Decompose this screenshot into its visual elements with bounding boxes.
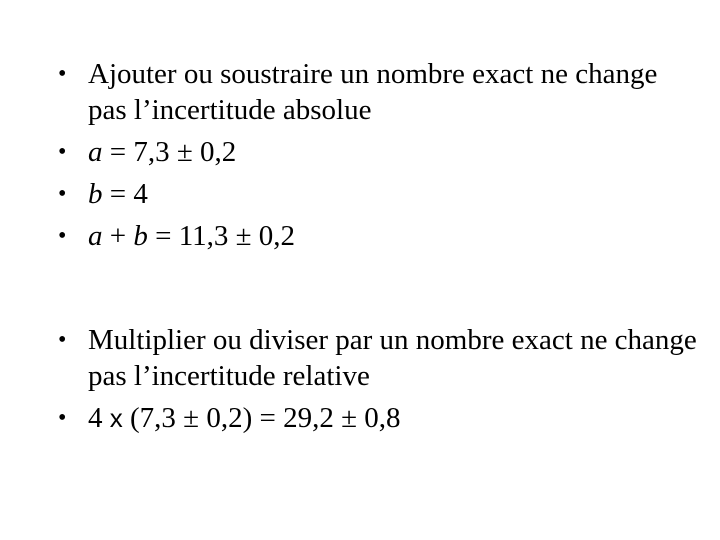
rule-text: Multiplier ou diviser par un nombre exact ne change pas l’incertitude relative (88, 324, 697, 392)
value-sum: = 11,3 ± 0,2 (147, 220, 296, 252)
bullet-icon: • (58, 61, 67, 87)
value-a: = 7,3 ± 0,2 (102, 136, 237, 168)
variable-b: b (133, 220, 148, 252)
bullet-line-sum (58, 218, 698, 254)
variable-b: b (88, 178, 103, 210)
variable-a: a (88, 220, 103, 252)
bullet-icon: • (58, 181, 67, 207)
bullet-icon: • (58, 223, 67, 249)
plus-operator: + (102, 220, 134, 252)
bullet-line-b (58, 176, 698, 212)
factor: 4 (88, 402, 110, 434)
bullet-line-a (58, 134, 698, 170)
bullet-line-product (58, 400, 698, 436)
bullet-icon: • (58, 327, 67, 353)
rule-text: Ajouter ou soustraire un nombre exact ne change pas l’incertitude absolue (88, 58, 658, 126)
bullet-icon: • (58, 405, 67, 431)
bullet-rule-addition (58, 56, 698, 128)
variable-a: a (88, 136, 103, 168)
bullet-icon: • (58, 139, 67, 165)
value-b: = 4 (102, 178, 148, 210)
times-operator: x (109, 403, 123, 433)
value-product: (7,3 ± 0,2) = 29,2 ± 0,8 (122, 402, 401, 434)
bullet-rule-multiplication (58, 322, 698, 394)
bullet-list-multiplication (58, 322, 698, 442)
bullet-list-addition (58, 56, 698, 260)
